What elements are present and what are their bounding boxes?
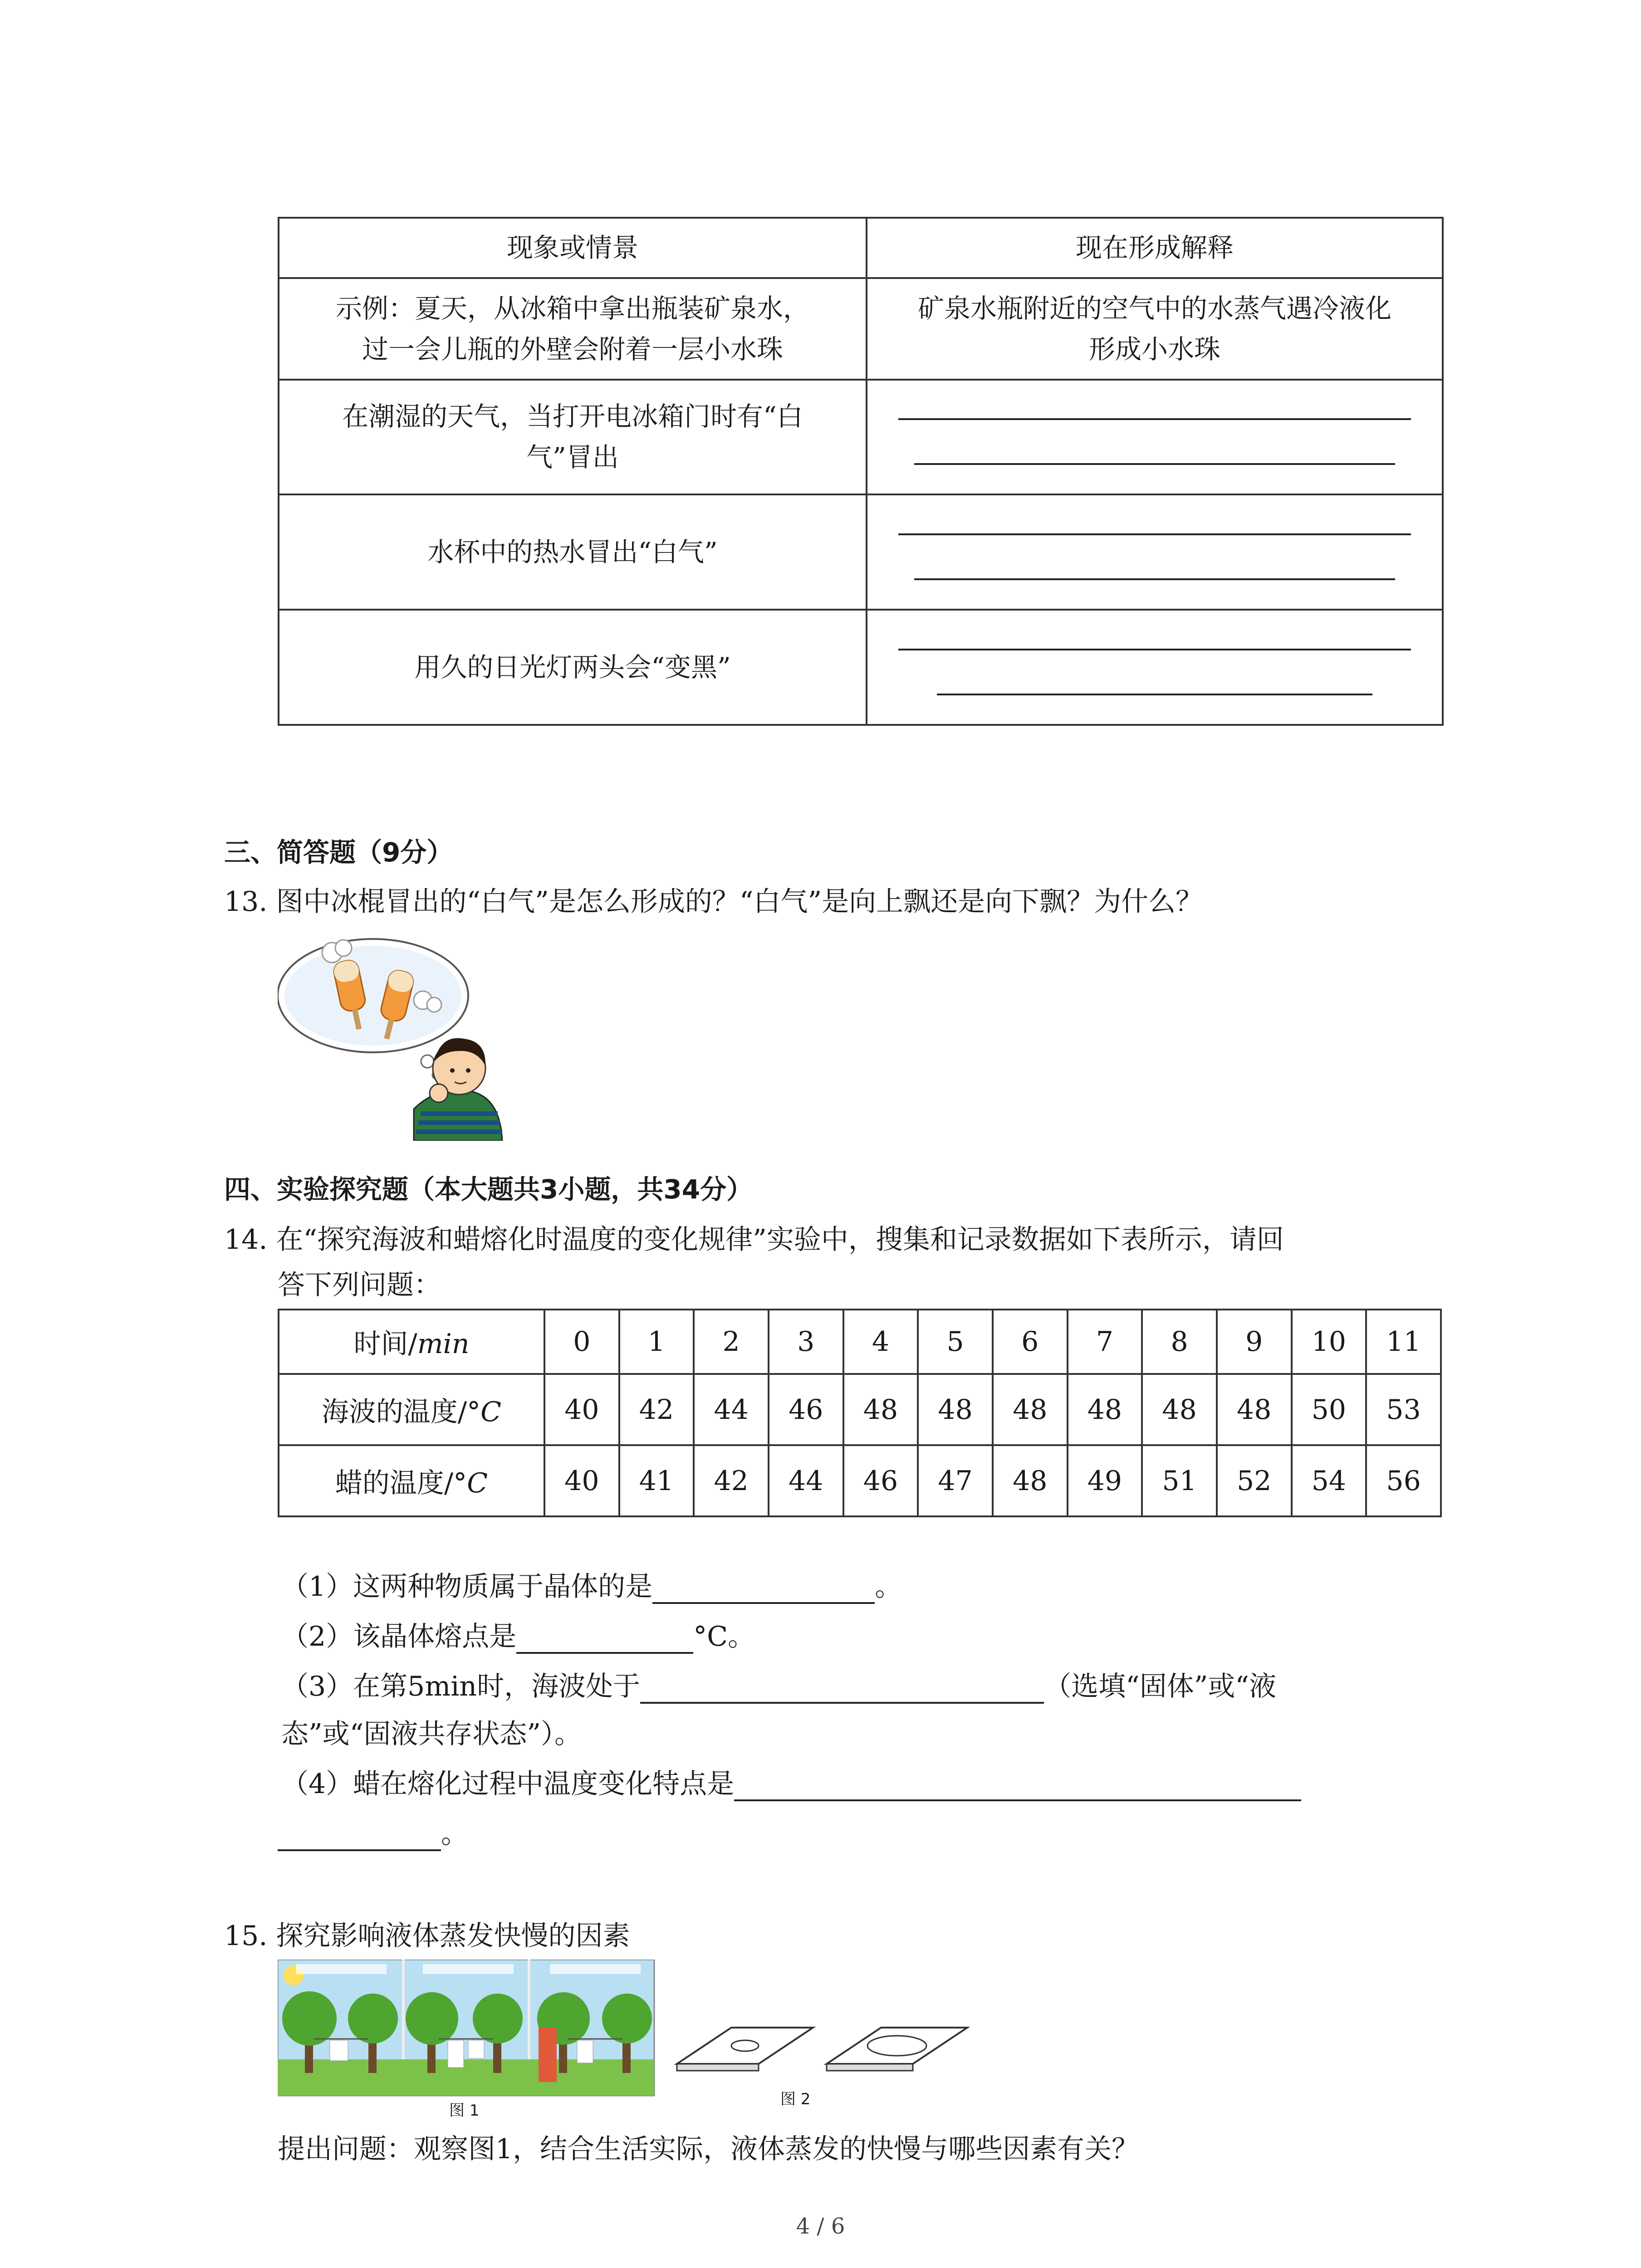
- time-cell: 11: [1366, 1310, 1441, 1374]
- q14-part4-end: 。: [441, 1818, 468, 1850]
- row-label-la: 蜡的温度/°C: [279, 1445, 544, 1516]
- row-label-time: 时间/min: [279, 1310, 544, 1374]
- time-cell: 0: [544, 1310, 619, 1374]
- time-cell: 8: [1142, 1310, 1217, 1374]
- figure2-caption: 图 2: [780, 2090, 811, 2108]
- question-15-prompt: 提出问题：观察图1，结合生活实际，液体蒸发的快慢与哪些因素有关？: [278, 2133, 1139, 2165]
- time-cell: 1: [619, 1310, 694, 1374]
- q14-part3-continued: 态”或“固液共存状态”）。: [281, 1718, 582, 1750]
- time-cell: 7: [1068, 1310, 1142, 1374]
- table1-row2-left: [279, 380, 867, 495]
- la-cell: 56: [1366, 1445, 1441, 1516]
- table1-example-right: [867, 278, 1443, 380]
- answer-blank-line[interactable]: [898, 418, 1411, 420]
- la-cell: 51: [1142, 1445, 1217, 1516]
- answer-blank-line[interactable]: [898, 649, 1411, 650]
- time-cell: 3: [769, 1310, 843, 1374]
- answer-blank[interactable]: [734, 1771, 1301, 1801]
- example-right-line2: 形成小水珠: [1088, 333, 1220, 365]
- haibo-cell: 53: [1366, 1374, 1441, 1445]
- q14-part1-text: （1）这两种物质属于晶体的是: [281, 1571, 653, 1603]
- haibo-cell: 48: [843, 1374, 918, 1445]
- example-right-line1: 矿泉水瓶附近的空气中的水蒸气遇冷液化: [917, 293, 1391, 324]
- time-cell: 5: [918, 1310, 993, 1374]
- table1-row3-answer[interactable]: [867, 494, 1443, 610]
- haibo-cell: 46: [769, 1374, 843, 1445]
- time-cell: 6: [993, 1310, 1068, 1374]
- q14-part2: [281, 1615, 755, 1654]
- haibo-cell: 40: [544, 1374, 619, 1445]
- table1-row4-left: 用久的日光灯两头会“变黑”: [279, 610, 867, 725]
- example-left-line2: 过一会儿瓶的外壁会附着一层小水珠: [362, 333, 783, 365]
- q14-part1-end: 。: [875, 1571, 902, 1603]
- la-cell: 42: [694, 1445, 769, 1516]
- la-cell: 46: [843, 1445, 918, 1516]
- time-cell: 10: [1292, 1310, 1367, 1374]
- la-cell: 49: [1068, 1445, 1142, 1516]
- phenomenon-table: [278, 217, 1444, 726]
- figure1-caption: 图 1: [449, 2102, 480, 2120]
- q14-part2-end: °C。: [693, 1621, 755, 1652]
- row-label-haibo: 海波的温度/°C: [279, 1374, 544, 1445]
- row2-left-line1: 在潮湿的天气，当打开电冰箱门时有“白: [342, 401, 803, 432]
- q14-part3-tail: （选填“固体”或“液: [1044, 1671, 1277, 1702]
- answer-blank[interactable]: [516, 1624, 693, 1654]
- table-row: [279, 1310, 1441, 1374]
- figure2-plates: [677, 2028, 967, 2071]
- question-13: 13. 图中冰棍冒出的“白气”是怎么形成的？“白气”是向上飘还是向下飘？为什么？: [224, 886, 1203, 918]
- time-cell: 2: [694, 1310, 769, 1374]
- answer-blank[interactable]: [278, 1821, 441, 1851]
- q14-part4-text: （4）蜡在熔化过程中温度变化特点是: [281, 1768, 735, 1800]
- haibo-cell: 42: [619, 1374, 694, 1445]
- answer-blank-line[interactable]: [937, 694, 1372, 695]
- la-cell: 40: [544, 1445, 619, 1516]
- q14-part3: [281, 1665, 1276, 1704]
- question-14-line2: 答下列问题：: [278, 1269, 441, 1301]
- answer-blank[interactable]: [652, 1574, 875, 1604]
- question-15-title: 15. 探究影响液体蒸发快慢的因素: [224, 1920, 630, 1952]
- q14-part4-continued: [278, 1812, 468, 1851]
- la-cell: 47: [918, 1445, 993, 1516]
- boy-icon: [414, 1038, 502, 1141]
- haibo-cell: 48: [993, 1374, 1068, 1445]
- section3-heading: 三、简答题（9分）: [224, 837, 453, 868]
- q14-part3-text: （3）在第5min时，海波处于: [281, 1671, 641, 1702]
- row2-left-line2: 气”冒出: [526, 442, 619, 473]
- figure1-scenes: [278, 1960, 654, 2096]
- answer-blank[interactable]: [640, 1674, 1044, 1704]
- answer-blank-line[interactable]: [898, 533, 1411, 535]
- table1-header-left: 现象或情景: [279, 218, 867, 278]
- haibo-cell: 48: [1217, 1374, 1292, 1445]
- la-cell: 48: [993, 1445, 1068, 1516]
- q14-part1: [281, 1565, 902, 1604]
- table1-row4-answer[interactable]: [867, 610, 1443, 725]
- answer-blank-line[interactable]: [914, 578, 1395, 580]
- answer-blank-line[interactable]: [914, 463, 1395, 465]
- haibo-cell: 50: [1292, 1374, 1367, 1445]
- la-cell: 44: [769, 1445, 843, 1516]
- haibo-cell: 48: [918, 1374, 993, 1445]
- haibo-cell: 48: [1142, 1374, 1217, 1445]
- haibo-cell: 48: [1068, 1374, 1142, 1445]
- melting-data-table: [278, 1309, 1442, 1517]
- la-cell: 41: [619, 1445, 694, 1516]
- la-cell: 52: [1217, 1445, 1292, 1516]
- haibo-cell: 44: [694, 1374, 769, 1445]
- question-14-line1: 14. 在“探究海波和蜡熔化时温度的变化规律”实验中，搜集和记录数据如下表所示，请回: [224, 1224, 1284, 1256]
- table1-row3-left: 水杯中的热水冒出“白气”: [279, 494, 867, 610]
- table-row: [279, 1445, 1441, 1516]
- time-cell: 4: [843, 1310, 918, 1374]
- la-cell: 54: [1292, 1445, 1367, 1516]
- table1-example-left: [279, 278, 867, 380]
- time-cell: 9: [1217, 1310, 1292, 1374]
- q14-part2-text: （2）该晶体熔点是: [281, 1621, 517, 1652]
- table1-row2-answer[interactable]: [867, 380, 1443, 495]
- boy-thinking-popsicle-illustration: [278, 932, 505, 1141]
- q14-part4: [281, 1762, 1301, 1801]
- section4-heading: 四、实验探究题（本大题共3小题，共34分）: [224, 1174, 753, 1205]
- table-row: [279, 1374, 1441, 1445]
- evaporation-figures: [278, 1960, 1013, 2114]
- table1-header-right: 现在形成解释: [867, 218, 1443, 278]
- page-number: 4 / 6: [796, 2214, 845, 2239]
- example-left-line1: 示例：夏天，从冰箱中拿出瓶装矿泉水，: [335, 293, 809, 324]
